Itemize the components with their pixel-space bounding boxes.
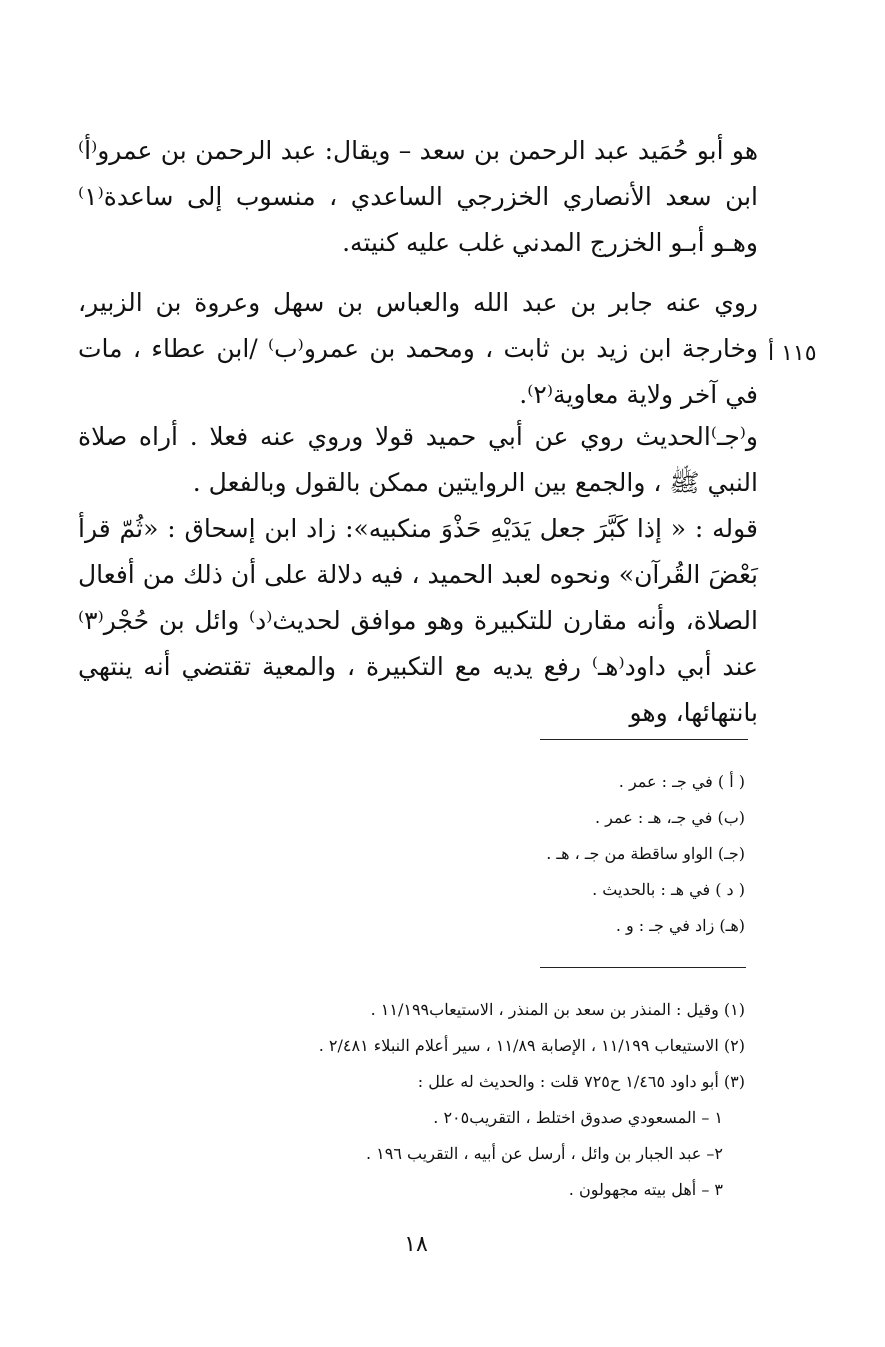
variant-note: ( د ) في هـ : بالحديث . bbox=[592, 880, 745, 899]
paragraph-text: قوله : « إذا كَبَّرَ جعل يَدَيْهِ حَذْوَ منكبيه»: زاد ابن إسحاق : «ثُمّ قرأ بَعْضَ القُرآن» ونحوه لعبد الحميد ، فيه دلالة على أن ذلك من أفعال الصلاة، وأنه مقارن للتكبيرة وهو موافق لحديث⁽د⁾ وائل بن حُجْر⁽٣⁾ عند أبي داود⁽هـ⁾ رفع يديه مع التكبيرة ، والمعية تقتضي أنه ينتهي بانتهائها، وهو bbox=[78, 514, 758, 727]
variant-readings-list bbox=[400, 764, 745, 944]
paragraph-biography bbox=[78, 128, 758, 278]
paragraph-text: و⁽جـ⁾الحديث روي عن أبي حميد قولا وروي عنه فعلا . أراه صلاة النبي ﷺ ، والجمع بين الروايتين ممكن بالقول وبالفعل . bbox=[78, 422, 758, 497]
footnote-subitem: ٢– عبد الجبار بن وائل ، أرسل عن أبيه ، التقريب ١٩٦ . bbox=[365, 1144, 723, 1163]
page-number: ١٨ bbox=[404, 1232, 428, 1257]
footnote: (٢) الاستيعاب ١١/١٩٩ ، الإصابة ١١/٨٩ ، سير أعلام النبلاء ٢/٤٨١ . bbox=[318, 1036, 745, 1055]
footnote-subitem: ١ – المسعودي صدوق اختلط ، التقريب٢٠٥ . bbox=[433, 1108, 723, 1127]
margin-folio-note: ١١٥ أ bbox=[768, 341, 817, 366]
paragraph-text: روي عنه جابر بن عبد الله والعباس بن سهل وعروة بن الزبير، وخارجة ابن زيد بن ثابت ، ومحمد بن عمرو⁽ب⁾ /ابن عطاء ، مات في آخر ولاية معاوية⁽٢⁾. bbox=[78, 288, 758, 409]
footnotes-list bbox=[150, 992, 745, 1208]
variant-note: (ب) في جـ، هـ : عمر . bbox=[594, 808, 745, 827]
footnote-divider bbox=[540, 739, 748, 740]
footnote: (١) وقيل : المنذر بن سعد بن المنذر ، الاستيعاب١١/١٩٩ . bbox=[370, 1000, 745, 1019]
variant-note: (جـ) الواو ساقطة من جـ ، هـ . bbox=[546, 844, 745, 863]
footnote-divider bbox=[540, 967, 746, 968]
footnote-subitem: ٣ – أهل بيته مجهولون . bbox=[568, 1180, 723, 1199]
variant-note: ( أ ) في جـ : عمر . bbox=[618, 772, 745, 791]
paragraph-hadith-discussion bbox=[78, 414, 758, 727]
paragraph-narrators bbox=[78, 280, 758, 412]
paragraph-text: هو أبو حُمَيد عبد الرحمن بن سعد – ويقال: عبد الرحمن بن عمرو⁽أ⁾ ابن سعد الأنصاري الخزرجي الساعدي ، منسوب إلى ساعدة⁽١⁾ وهـو أبـو الخزرج المدني غلب عليه كنيته. bbox=[78, 136, 758, 257]
variant-note: (هـ) زاد في جـ : و . bbox=[615, 916, 745, 935]
footnote: (٣) أبو داود ١/٤٦٥ ح٧٢٥ قلت : والحديث له علل : bbox=[417, 1072, 745, 1091]
